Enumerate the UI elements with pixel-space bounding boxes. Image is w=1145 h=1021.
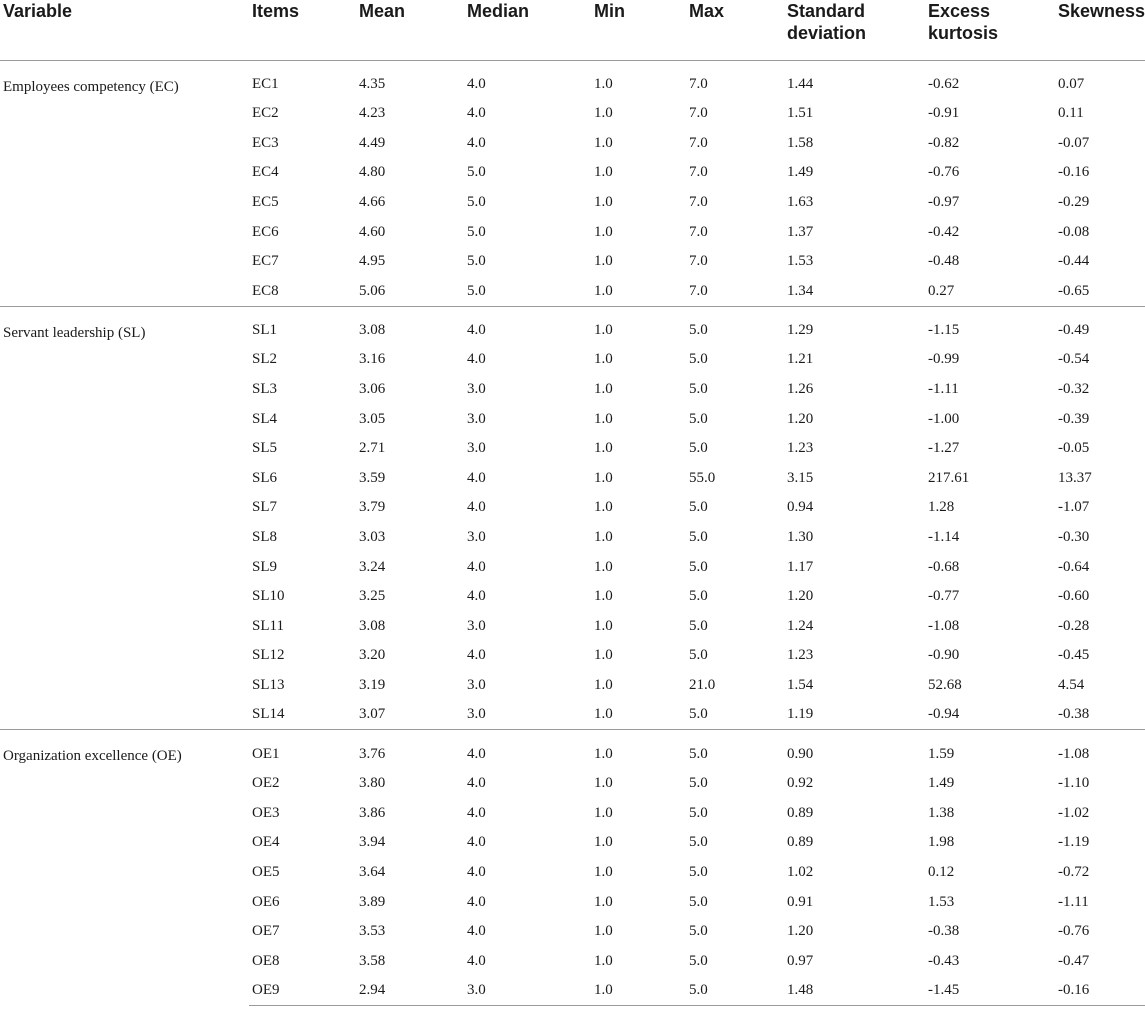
excess-kurtosis-cell: 0.12	[928, 863, 955, 880]
mean-cell: 3.86	[359, 804, 386, 821]
min-cell: 1.0	[594, 558, 613, 575]
max-cell: 7.0	[689, 134, 708, 151]
max-cell: 5.0	[689, 381, 708, 398]
min-cell: 1.0	[594, 105, 613, 122]
min-cell: 1.0	[594, 499, 613, 516]
skewness-cell: -0.76	[1058, 923, 1090, 940]
min-cell: 1.0	[594, 253, 613, 270]
max-cell: 5.0	[686, 730, 784, 769]
skewness-cell: -1.19	[1058, 834, 1090, 851]
excess-kurtosis-cell: 1.98	[928, 834, 955, 851]
item-cell: OE4	[252, 834, 280, 851]
mean-cell: 3.79	[359, 499, 386, 516]
standard-deviation-cell: 0.89	[787, 804, 814, 821]
max-cell: 5.0	[686, 306, 784, 345]
excess-kurtosis-cell: -0.38	[928, 923, 960, 940]
skewness-cell: -0.45	[1058, 647, 1090, 664]
min-cell: 1.0	[594, 223, 613, 240]
median-cell: 4.0	[467, 775, 486, 792]
median-cell: 4.0	[467, 893, 486, 910]
mean-cell: 3.19	[359, 676, 386, 693]
max-cell: 5.0	[689, 351, 708, 368]
skewness-cell: -0.05	[1058, 440, 1090, 457]
item-cell: SL13	[252, 676, 285, 693]
excess-kurtosis-cell: -0.97	[928, 194, 960, 211]
header-standard-deviation: Standard deviation	[784, 0, 925, 60]
max-cell: 55.0	[689, 469, 716, 486]
excess-kurtosis-cell: -0.68	[928, 558, 960, 575]
item-cell: OE5	[252, 863, 280, 880]
median-cell: 4.0	[467, 351, 486, 368]
excess-kurtosis-cell: -0.82	[928, 134, 960, 151]
median-cell: 5.0	[467, 282, 486, 299]
skewness-cell: -0.16	[1055, 976, 1145, 1006]
max-cell: 5.0	[689, 952, 708, 969]
excess-kurtosis-cell: -1.00	[928, 410, 960, 427]
item-cell: SL5	[252, 440, 278, 457]
median-cell: 4.0	[467, 469, 486, 486]
min-cell: 1.0	[594, 863, 613, 880]
item-cell: EC5	[252, 194, 279, 211]
excess-kurtosis-cell: -0.94	[928, 706, 960, 723]
median-cell: 5.0	[467, 253, 486, 270]
item-cell: EC4	[252, 164, 279, 181]
excess-kurtosis-cell: 1.59	[925, 730, 1055, 769]
excess-kurtosis-cell: 1.53	[928, 893, 955, 910]
mean-cell: 2.94	[356, 976, 464, 1006]
median-cell: 3.0	[467, 381, 486, 398]
standard-deviation-cell: 0.97	[787, 952, 814, 969]
max-cell: 5.0	[689, 863, 708, 880]
item-cell: OE2	[252, 775, 280, 792]
excess-kurtosis-cell: -1.08	[928, 617, 960, 634]
max-cell: 7.0	[689, 223, 708, 240]
item-cell: SL9	[252, 558, 278, 575]
min-cell: 1.0	[591, 306, 686, 345]
median-cell: 4.0	[467, 863, 486, 880]
standard-deviation-cell: 1.23	[787, 647, 814, 664]
min-cell: 1.0	[594, 469, 613, 486]
standard-deviation-cell: 1.58	[787, 134, 814, 151]
excess-kurtosis-cell: -1.27	[928, 440, 960, 457]
header-row	[0, 0, 1145, 60]
standard-deviation-cell: 1.21	[787, 351, 814, 368]
mean-cell: 2.71	[359, 440, 386, 457]
skewness-cell: -0.38	[1058, 706, 1090, 723]
min-cell: 1.0	[594, 529, 613, 546]
standard-deviation-cell: 1.02	[787, 863, 814, 880]
excess-kurtosis-cell: 1.38	[928, 804, 955, 821]
standard-deviation-cell: 1.26	[787, 381, 814, 398]
mean-cell: 5.06	[359, 282, 386, 299]
mean-cell: 4.23	[359, 105, 386, 122]
header-variable: Variable	[0, 0, 249, 60]
median-cell: 4.0	[464, 306, 591, 345]
excess-kurtosis-cell: -0.43	[928, 952, 960, 969]
excess-kurtosis-cell: -0.99	[928, 351, 960, 368]
skewness-cell: -0.28	[1058, 617, 1090, 634]
mean-cell: 4.66	[359, 194, 386, 211]
min-cell: 1.0	[594, 381, 613, 398]
item-cell: EC7	[252, 253, 279, 270]
standard-deviation-cell: 0.94	[787, 499, 814, 516]
standard-deviation-cell: 1.19	[787, 706, 814, 723]
standard-deviation-cell: 1.24	[787, 617, 814, 634]
mean-cell: 3.59	[359, 469, 386, 486]
median-cell: 4.0	[467, 647, 486, 664]
mean-cell: 3.08	[356, 306, 464, 345]
standard-deviation-cell: 1.30	[787, 529, 814, 546]
mean-cell: 3.08	[359, 617, 386, 634]
standard-deviation-cell: 1.63	[787, 194, 814, 211]
max-cell: 5.0	[689, 588, 708, 605]
skewness-cell: -0.07	[1058, 134, 1090, 151]
standard-deviation-cell: 1.23	[787, 440, 814, 457]
header-max: Max	[686, 0, 784, 60]
median-cell: 3.0	[467, 410, 486, 427]
median-cell: 3.0	[467, 617, 486, 634]
item-cell: EC3	[252, 134, 279, 151]
median-cell: 4.0	[467, 499, 486, 516]
mean-cell: 4.60	[359, 223, 386, 240]
item-cell: OE8	[252, 952, 280, 969]
skewness-cell: -0.29	[1058, 194, 1090, 211]
min-cell: 1.0	[594, 617, 613, 634]
max-cell: 7.0	[689, 76, 708, 93]
skewness-cell: 0.11	[1058, 105, 1084, 122]
item-cell: EC8	[252, 282, 279, 299]
item-cell: SL12	[252, 647, 285, 664]
min-cell: 1.0	[594, 706, 613, 723]
skewness-cell: -0.30	[1058, 529, 1090, 546]
excess-kurtosis-cell: -1.14	[928, 529, 960, 546]
excess-kurtosis-cell: 217.61	[928, 469, 970, 486]
min-cell: 1.0	[594, 282, 613, 299]
mean-cell: 3.76	[356, 730, 464, 769]
median-cell: 4.0	[467, 134, 486, 151]
max-cell: 7.0	[689, 164, 708, 181]
item-cell: OE3	[252, 804, 280, 821]
mean-cell: 3.20	[359, 647, 386, 664]
max-cell: 5.0	[689, 558, 708, 575]
standard-deviation-cell: 1.44	[787, 76, 814, 93]
standard-deviation-cell: 1.48	[784, 976, 925, 1006]
skewness-cell: -0.16	[1058, 164, 1090, 181]
median-cell: 4.0	[467, 804, 486, 821]
mean-cell: 4.95	[359, 253, 386, 270]
mean-cell: 3.80	[359, 775, 386, 792]
mean-cell: 4.80	[359, 164, 386, 181]
max-cell: 5.0	[689, 617, 708, 634]
max-cell: 5.0	[689, 440, 708, 457]
skewness-cell: -0.49	[1055, 306, 1145, 345]
min-cell: 1.0	[594, 164, 613, 181]
min-cell: 1.0	[594, 76, 613, 93]
skewness-cell: -0.64	[1058, 558, 1090, 575]
min-cell: 1.0	[591, 976, 686, 1006]
median-cell: 3.0	[464, 976, 591, 1006]
median-cell: 4.0	[467, 588, 486, 605]
max-cell: 21.0	[689, 676, 716, 693]
min-cell: 1.0	[594, 804, 613, 821]
skewness-cell: 13.37	[1058, 469, 1092, 486]
mean-cell: 4.49	[359, 134, 386, 151]
min-cell: 1.0	[594, 647, 613, 664]
min-cell: 1.0	[594, 410, 613, 427]
max-cell: 5.0	[689, 499, 708, 516]
min-cell: 1.0	[594, 440, 613, 457]
header-excess-kurtosis: Excess kurtosis	[925, 0, 1055, 60]
max-cell: 5.0	[689, 923, 708, 940]
table-row	[0, 306, 1145, 345]
standard-deviation-cell: 1.53	[787, 253, 814, 270]
max-cell: 5.0	[689, 893, 708, 910]
max-cell: 5.0	[689, 647, 708, 664]
item-cell: OE7	[252, 923, 280, 940]
mean-cell: 3.03	[359, 529, 386, 546]
skewness-cell: -0.44	[1058, 253, 1090, 270]
mean-cell: 3.25	[359, 588, 386, 605]
skewness-cell: -1.08	[1055, 730, 1145, 769]
mean-cell: 3.89	[359, 893, 386, 910]
standard-deviation-cell: 1.20	[787, 923, 814, 940]
item-cell: OE1	[249, 730, 356, 769]
excess-kurtosis-cell: -0.91	[928, 105, 960, 122]
standard-deviation-cell: 1.54	[787, 676, 814, 693]
max-cell: 5.0	[689, 834, 708, 851]
standard-deviation-cell: 0.92	[787, 775, 814, 792]
standard-deviation-cell: 1.20	[787, 588, 814, 605]
variable-cell: Servant leadership (SL)	[0, 306, 249, 730]
standard-deviation-cell: 1.29	[784, 306, 925, 345]
skewness-cell: -0.08	[1058, 223, 1090, 240]
max-cell: 7.0	[689, 253, 708, 270]
item-cell: EC1	[252, 76, 279, 93]
standard-deviation-cell: 1.37	[787, 223, 814, 240]
excess-kurtosis-cell: -0.42	[928, 223, 960, 240]
mean-cell: 3.94	[359, 834, 386, 851]
skewness-cell: -0.47	[1058, 952, 1090, 969]
standard-deviation-cell: 1.17	[787, 558, 814, 575]
min-cell: 1.0	[594, 588, 613, 605]
excess-kurtosis-cell: -0.90	[928, 647, 960, 664]
header-min: Min	[591, 0, 686, 60]
standard-deviation-cell: 0.89	[787, 834, 814, 851]
median-cell: 4.0	[467, 952, 486, 969]
standard-deviation-cell: 3.15	[787, 469, 814, 486]
excess-kurtosis-cell: -1.15	[925, 306, 1055, 345]
table-body	[0, 60, 1145, 1006]
mean-cell: 3.58	[359, 952, 386, 969]
item-cell: SL7	[252, 499, 278, 516]
item-cell: SL3	[252, 381, 278, 398]
item-cell: OE9	[249, 976, 356, 1006]
excess-kurtosis-cell: 52.68	[928, 676, 962, 693]
min-cell: 1.0	[594, 893, 613, 910]
max-cell: 7.0	[689, 194, 708, 211]
min-cell: 1.0	[594, 194, 613, 211]
max-cell: 7.0	[689, 282, 708, 299]
min-cell: 1.0	[594, 834, 613, 851]
item-cell: SL4	[252, 410, 278, 427]
item-cell: EC2	[252, 105, 279, 122]
skewness-cell: -1.07	[1058, 499, 1090, 516]
mean-cell: 3.05	[359, 410, 386, 427]
median-cell: 4.0	[467, 76, 486, 93]
max-cell: 5.0	[686, 976, 784, 1006]
skewness-cell: -1.02	[1058, 804, 1090, 821]
standard-deviation-cell: 1.34	[787, 282, 814, 299]
median-cell: 4.0	[464, 730, 591, 769]
excess-kurtosis-cell: 0.27	[928, 282, 955, 299]
standard-deviation-cell: 0.90	[784, 730, 925, 769]
mean-cell: 3.16	[359, 351, 386, 368]
standard-deviation-cell: 0.91	[787, 893, 814, 910]
skewness-cell: -0.39	[1058, 410, 1090, 427]
skewness-cell: 4.54	[1058, 676, 1085, 693]
skewness-cell: -0.65	[1058, 282, 1090, 299]
min-cell: 1.0	[594, 923, 613, 940]
header-median: Median	[464, 0, 591, 60]
skewness-cell: -0.32	[1058, 381, 1090, 398]
max-cell: 5.0	[689, 804, 708, 821]
max-cell: 7.0	[689, 105, 708, 122]
max-cell: 5.0	[689, 706, 708, 723]
skewness-cell: -1.10	[1058, 775, 1090, 792]
median-cell: 5.0	[467, 223, 486, 240]
table-row	[0, 730, 1145, 769]
skewness-cell: -0.54	[1058, 351, 1090, 368]
min-cell: 1.0	[591, 730, 686, 769]
median-cell: 3.0	[467, 440, 486, 457]
median-cell: 4.0	[467, 558, 486, 575]
mean-cell: 3.24	[359, 558, 386, 575]
max-cell: 5.0	[689, 775, 708, 792]
item-cell: SL6	[252, 469, 278, 486]
mean-cell: 4.35	[359, 76, 386, 93]
mean-cell: 3.64	[359, 863, 386, 880]
max-cell: 5.0	[689, 529, 708, 546]
min-cell: 1.0	[594, 952, 613, 969]
mean-cell: 3.07	[359, 706, 386, 723]
item-cell: SL11	[252, 617, 284, 634]
skewness-cell: 0.07	[1058, 76, 1085, 93]
median-cell: 5.0	[467, 164, 486, 181]
median-cell: 3.0	[467, 706, 486, 723]
median-cell: 5.0	[467, 194, 486, 211]
item-cell: EC6	[252, 223, 279, 240]
item-cell: SL2	[252, 351, 278, 368]
item-cell: SL14	[252, 706, 285, 723]
median-cell: 4.0	[467, 923, 486, 940]
header-skewness: Skewness	[1055, 0, 1145, 60]
item-cell: SL8	[252, 529, 278, 546]
min-cell: 1.0	[594, 676, 613, 693]
item-cell: SL1	[249, 306, 356, 345]
variable-cell: Organization excellence (OE)	[0, 730, 249, 1006]
skewness-cell: -1.11	[1058, 893, 1089, 910]
excess-kurtosis-cell: -0.76	[928, 164, 960, 181]
median-cell: 4.0	[467, 834, 486, 851]
excess-kurtosis-cell: -1.45	[925, 976, 1055, 1006]
standard-deviation-cell: 1.20	[787, 410, 814, 427]
excess-kurtosis-cell: -0.62	[928, 76, 960, 93]
header-mean: Mean	[356, 0, 464, 60]
min-cell: 1.0	[594, 775, 613, 792]
item-cell: OE6	[252, 893, 280, 910]
excess-kurtosis-cell: 1.28	[928, 499, 955, 516]
header-items: Items	[249, 0, 356, 60]
table-row	[0, 60, 1145, 99]
table-header	[0, 0, 1145, 60]
variable-cell: Employees competency (EC)	[3, 78, 179, 95]
max-cell: 5.0	[689, 410, 708, 427]
excess-kurtosis-cell: 1.49	[928, 775, 955, 792]
skewness-cell: -0.72	[1058, 863, 1090, 880]
item-cell: SL10	[252, 588, 285, 605]
min-cell: 1.0	[594, 351, 613, 368]
standard-deviation-cell: 1.49	[787, 164, 814, 181]
mean-cell: 3.06	[359, 381, 386, 398]
standard-deviation-cell: 1.51	[787, 105, 814, 122]
min-cell: 1.0	[594, 134, 613, 151]
median-cell: 4.0	[467, 105, 486, 122]
median-cell: 3.0	[467, 676, 486, 693]
excess-kurtosis-cell: -0.77	[928, 588, 960, 605]
mean-cell: 3.53	[359, 923, 386, 940]
skewness-cell: -0.60	[1058, 588, 1090, 605]
excess-kurtosis-cell: -0.48	[928, 253, 960, 270]
excess-kurtosis-cell: -1.11	[928, 381, 959, 398]
median-cell: 3.0	[467, 529, 486, 546]
